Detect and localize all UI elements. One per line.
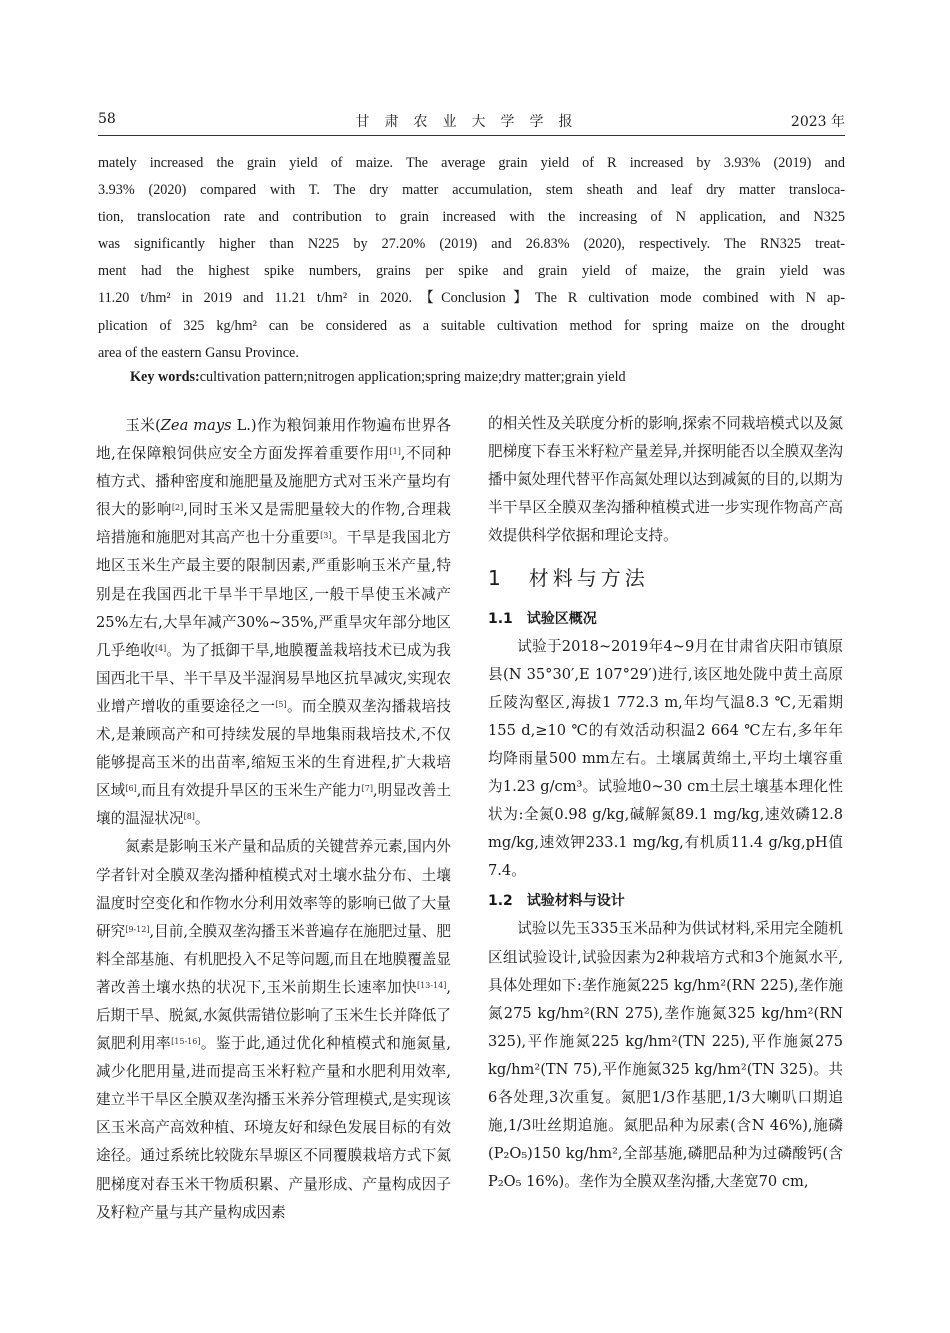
latin-name: Zea mays [160, 417, 232, 434]
citation: [13-14] [417, 980, 447, 990]
abstract-line: 3.93% (2020) compared with T. The dry matter accumulation, stem sheath and leaf dry matter transloca- [98, 182, 845, 199]
keywords-label: Key words: [130, 369, 200, 385]
citation: [1] [389, 447, 401, 457]
right-column [488, 410, 843, 1196]
left-column [96, 412, 451, 1227]
citation: [8] [183, 812, 195, 822]
journal-title: 甘肃农业大学学报 [355, 114, 588, 130]
abstract-line: mately increased the grain yield of maize. The average grain yield of R increased by 3.93% (2019) and [98, 155, 845, 171]
keywords [130, 369, 845, 386]
citation: [15-16] [171, 1037, 201, 1047]
section-heading-1-1: 1.1 试验区概况 [488, 610, 597, 627]
citation: [4] [154, 643, 167, 653]
abstract-line: plication of 325 kg/hm² can be considered as a suitable cultivation method for spring maize on the drought [98, 317, 845, 334]
citation: [7] [361, 784, 373, 794]
section-heading-1: 1 材料与方法 [488, 566, 649, 591]
intro-paragraph-2: 氮素是影响玉米产量和品质的关键营养元素,国内外学者针对全膜双垄沟播种植模式对土壤水盐分布、土壤温度时空变化和作物水分利用效率等的影响已做了大量研究[9-12],目前,全膜双垄沟播玉米普遍存在施肥过量、肥料全部基施、有机肥投入不足等问题,而且在地膜覆盖显著改善土壤水热的状况下,玉米前期生长速率加快[13-14],后期干旱、脱氮,水氮供需错位影响了玉米生长并降低了氮肥利用率[15-16]。鉴于此,通过优化种植模式和施氮量,减少化肥用量,进而提高玉米籽粒产量和水肥利用效率,建立半干旱区全膜双垄沟播玉米养分管理模式,是实现该区玉米高产高效种植、环境友好和绿色发展目标的有效途径。通过系统比较陇东旱塬区不同覆膜栽培方式下氮肥梯度对春玉米干物质积累、产量形成、产量构成因子及籽粒产量与其产量构成因素 [96, 838, 451, 1221]
abstract-line: was significantly higher than N225 by 27.20% (2019) and 26.83% (2020), respectively. The RN325 treat- [98, 236, 845, 253]
running-header [98, 111, 845, 137]
section-heading-1-2: 1.2 试验材料与设计 [488, 893, 625, 910]
citation: [5] [275, 699, 287, 709]
citation: [2] [171, 503, 184, 513]
design-paragraph: 试验以先玉335玉米品种为供试材料,采用完全随机区组试验设计,试验因素为2种栽培方式和3个施氮水平,具体处理如下:垄作施氮225 kg/hm²(RN 225),垄作施氮275 kg/hm²(RN 275),垄作施氮325 kg/hm²(RN 325),平作施氮225 kg/hm²(TN 225),平作施氮275 kg/hm²(TN 75),平作施氮325 kg/hm²(TN 325)。共6各处理,3次重复。氮肥1/3作基肥,1/3大喇叭口期追施,1/3吐丝期追施。氮肥品种为尿素(含N 46%),施磷(P₂O₅)150 kg/hm²,全部基施,磷肥品种为过磷酸钙(含P₂O₅ 16%)。垄作为全膜双垄沟播,大垄宽70 cm, [488, 920, 843, 1191]
english-abstract [98, 150, 845, 367]
citation: [9-12] [125, 924, 150, 934]
keywords-text: cultivation pattern;nitrogen application;spring maize;dry matter;grain yield [199, 369, 626, 385]
intro-paragraph-continued: 的相关性及关联度分析的影响,探索不同栽培模式以及氮肥梯度下春玉米籽粒产量差异,并探明能否以全膜双垄沟播中氮处理代替平作高氮处理以达到减氮的目的,以期为半干旱区全膜双垄沟播种植模式进一步实现作物高产高效提供科学依据和理论支持。 [488, 415, 843, 545]
abstract-line: tion, translocation rate and contribution to grain increased with the increasing of N application, and N325 [98, 209, 845, 226]
abstract-line: ment had the highest spike numbers, grains per spike and grain yield of maize, the grain yield was [98, 263, 845, 280]
page-number: 58 [98, 111, 116, 127]
intro-paragraph-1: 玉米(Zea mays L.)作为粮饲兼用作物遍布世界各地,在保障粮饲供应安全方面发挥着重要作用[1],不同种植方式、播种密度和施肥量及施肥方式对玉米产量均有很大的影响[2],同时玉米又是需肥量较大的作物,合理栽培措施和施肥对其高产也十分重要[3]。干旱是我国北方地区玉米生产最主要的限制因素,严重影响玉米产量,特别是在我国西北干旱半干旱地区,一般干旱使玉米减产25%左右,大旱年减产30%~35%,严重旱灾年部分地区几乎绝收[4]。为了抵御干旱,地膜覆盖栽培技术已成为我国西北干旱、半干旱及半湿润易旱地区抗旱减灾,实现农业增产增收的重要途径之一[5]。而全膜双垄沟播栽培技术,是兼顾高产和可持续发展的旱地集雨栽培技术,不仅能够提高玉米的出苗率,缩短玉米的生育进程,扩大栽培区域[6],而且有效提升旱区的玉米生产能力[7],明显改善土壤的温湿状况[8]。 [96, 417, 452, 828]
site-description-paragraph: 试验于2018~2019年4~9月在甘肃省庆阳市镇原县(N 35°30′,E 107°29′)进行,该区地处陇中黄土高原丘陵沟壑区,海拔1 772.3 m,年均气温8.3 ℃,无霜期155 d,≥10 ℃的有效活动积温2 664 ℃左右,多年年均降雨量500 mm左右。土壤属黄绵土,平均土壤容重为1.23 g/cm³。试验地0~30 cm土层土壤基本理化性状为:全氮0.98 g/kg,碱解氮89.1 mg/kg,速效磷12.8 mg/kg,速效钾233.1 mg/kg,有机质11.4 g/kg,pH值7.4。 [488, 637, 843, 880]
abstract-line: 11.20 t/hm² in 2019 and 11.21 t/hm² in 2020.【Conclusion】The R cultivation mode combined with N ap- [98, 290, 845, 307]
citation: [6] [125, 784, 137, 794]
publication-year: 2023 年 [790, 114, 845, 130]
header-rule [98, 135, 845, 136]
citation: [3] [320, 531, 332, 541]
abstract-line: area of the eastern Gansu Province. [98, 344, 299, 361]
